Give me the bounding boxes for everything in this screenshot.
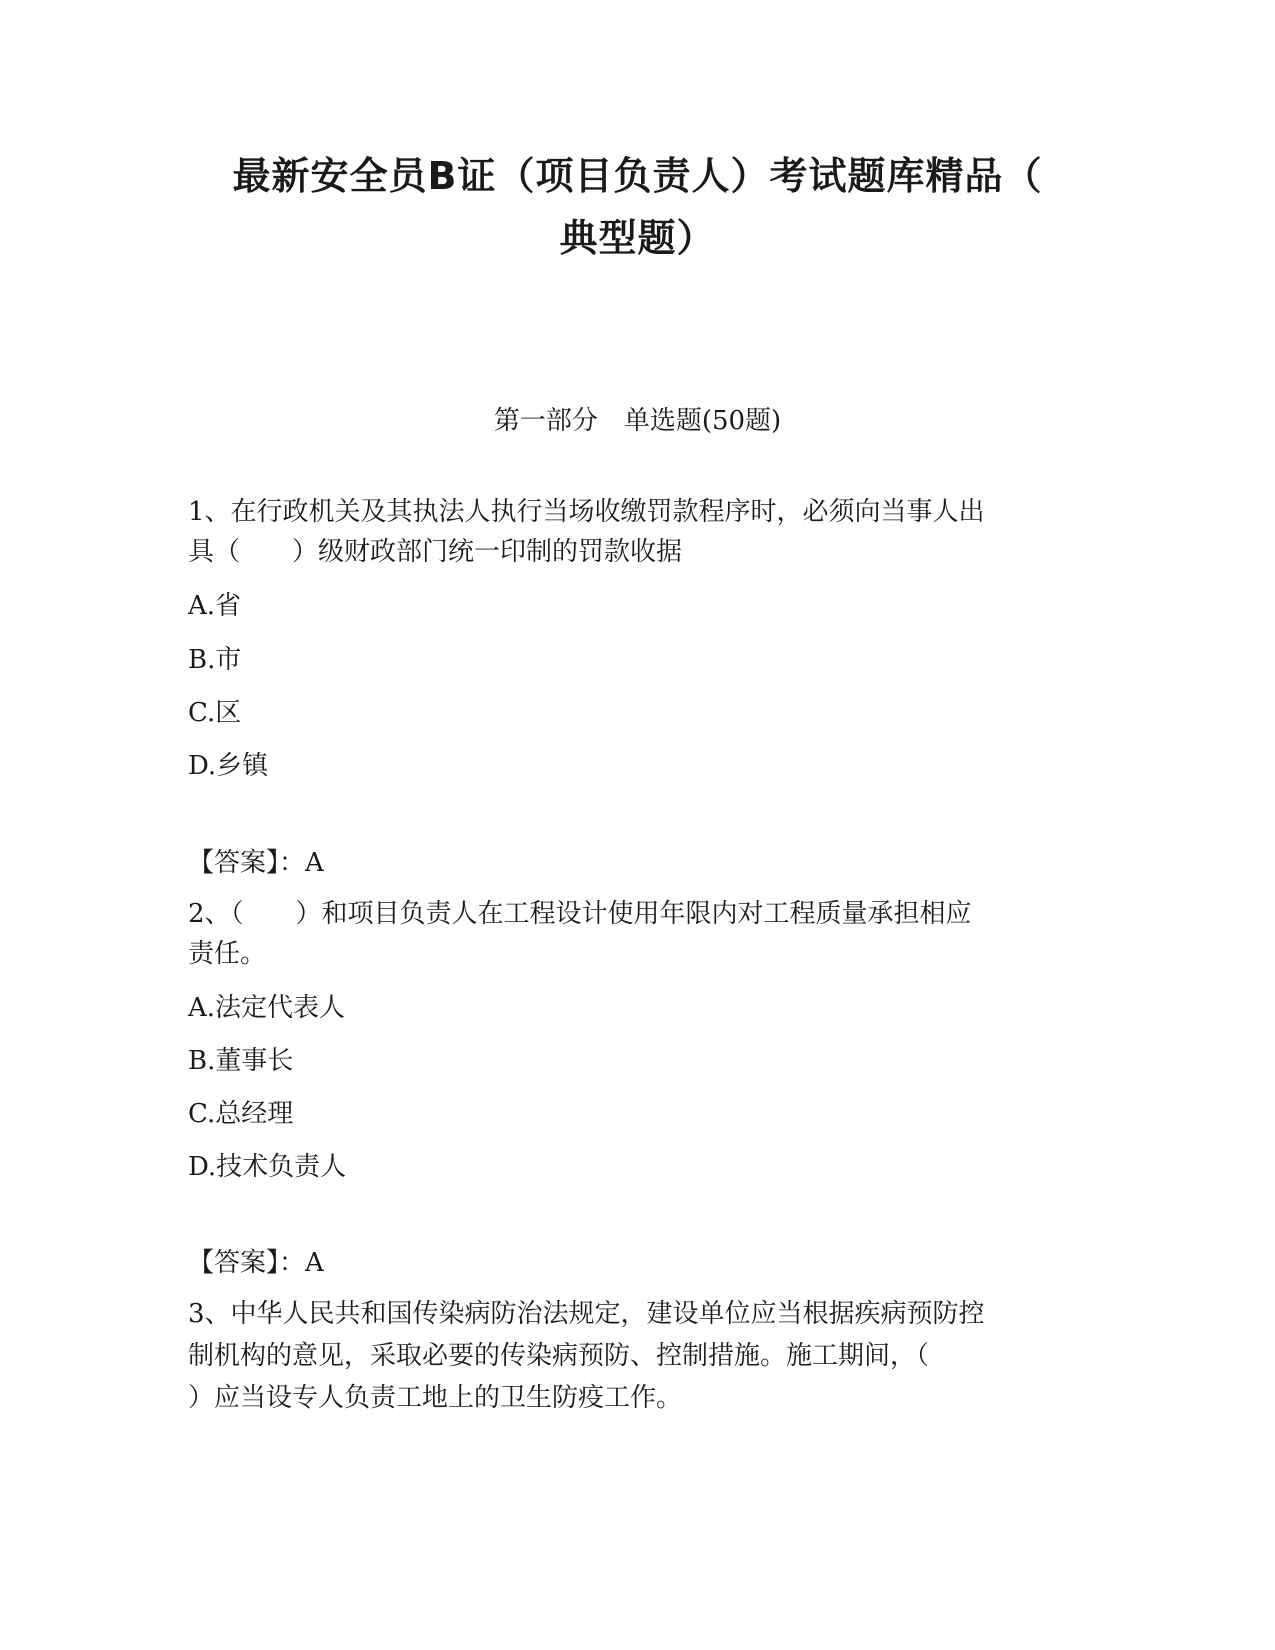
question-1-stem-line-1: 1、在行政机关及其执法人执行当场收缴罚款程序时，必须向当事人出 xyxy=(188,497,985,527)
question-2-option-a: A.法定代表人 xyxy=(188,993,346,1023)
question-2-option-c: C.总经理 xyxy=(188,1099,294,1129)
question-3-stem-line-3: ）应当设专人负责工地上的卫生防疫工作。 xyxy=(188,1383,683,1413)
question-1-option-b: B.市 xyxy=(188,645,242,675)
question-1-answer: 【答案】：A xyxy=(188,848,324,878)
question-2-stem-line-2: 责任。 xyxy=(188,939,267,969)
question-2-option-d: D.技术负责人 xyxy=(188,1152,347,1182)
question-1-option-d: D.乡镇 xyxy=(188,751,269,781)
question-1-option-a: A.省 xyxy=(188,591,242,621)
question-1-stem-line-2: 具（ ）级财政部门统一印制的罚款收据 xyxy=(188,537,683,567)
document-title-line-1: 最新安全员B证（项目负责人）考试题库精品（ xyxy=(232,154,1043,198)
question-2-answer: 【答案】：A xyxy=(188,1248,324,1278)
document-title-line-2: 典型题） xyxy=(559,216,716,260)
section-heading: 第一部分 单选题(50题) xyxy=(493,406,782,436)
question-2-option-b: B.董事长 xyxy=(188,1046,294,1076)
question-2-stem-line-1: 2、（ ）和项目负责人在工程设计使用年限内对工程质量承担相应 xyxy=(188,899,972,929)
question-3-stem-line-2: 制机构的意见，采取必要的传染病预防、控制措施。施工期间，（ xyxy=(188,1341,930,1371)
question-3-stem-line-1: 3、中华人民共和国传染病防治法规定，建设单位应当根据疾病预防控 xyxy=(188,1299,985,1329)
question-1-option-c: C.区 xyxy=(188,698,242,728)
